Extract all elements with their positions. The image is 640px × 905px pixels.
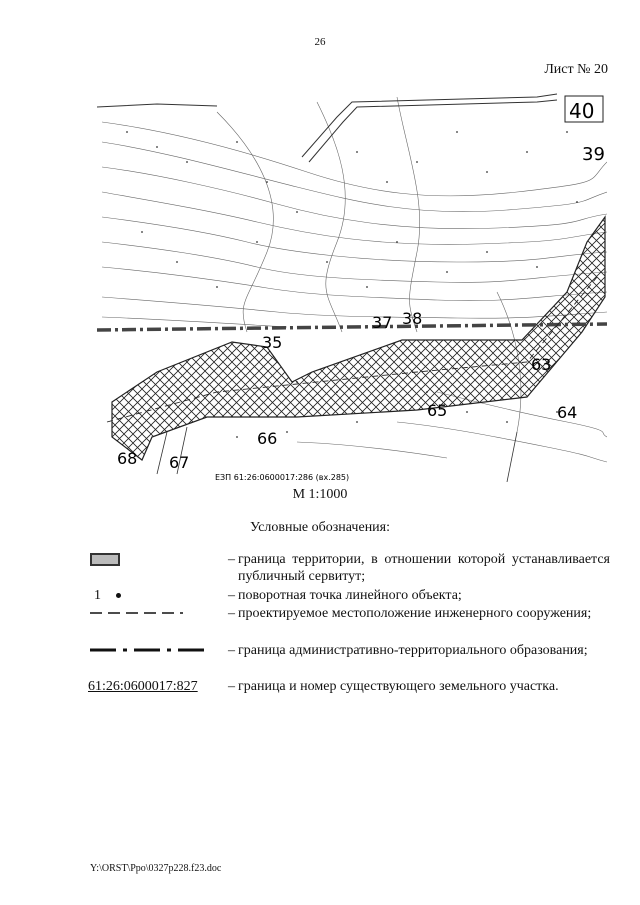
legend-dash: –	[228, 679, 235, 694]
legend-dash: –	[228, 643, 235, 658]
point-label-39: 39	[582, 144, 605, 165]
legend-title: Условные обозначения:	[249, 520, 391, 535]
point-label-66: 66	[257, 429, 278, 448]
legend-item-engineering	[88, 605, 610, 641]
point-label-64: 64	[557, 403, 578, 422]
legend-dash: –	[228, 606, 235, 621]
parcel-number: 61:26:0600017:827	[88, 679, 198, 694]
sheet-label: Лист № 20	[544, 62, 608, 77]
legend-item-admin	[88, 642, 610, 678]
legend-item-servitude	[88, 551, 610, 587]
scale-label: М 1:1000	[292, 487, 348, 502]
legend-text: граница территории, в отношении которой устанавливается публичный сервитут;	[238, 552, 610, 584]
survey-map	[97, 92, 607, 482]
grey-boundary-swatch-icon	[88, 551, 213, 568]
point-marker-number: 1	[94, 588, 101, 603]
point-label-67: 67	[169, 453, 190, 472]
point-label-68: 68	[117, 449, 138, 468]
point-label-40: 40	[569, 99, 595, 123]
point-label-63: 63	[531, 355, 552, 374]
legend-text: поворотная точка линейного объекта;	[238, 588, 462, 603]
point-label-35: 35	[262, 333, 283, 352]
point-label-37: 37	[372, 313, 393, 332]
dash-dot-line-icon	[88, 642, 213, 659]
legend-item-turning-point	[88, 587, 610, 604]
legend-text: граница административно-территориального образования;	[238, 643, 588, 658]
parcel-callout: ЕЗП 61:26:0600017:286 (вх.285)	[215, 473, 350, 482]
point-marker-icon	[88, 587, 213, 604]
legend-text: граница и номер существующего земельного участка.	[238, 679, 559, 694]
parcel-number-symbol	[88, 678, 213, 695]
dashed-line-icon	[88, 605, 213, 622]
point-label-38: 38	[402, 309, 423, 328]
point-label-65: 65	[427, 401, 448, 420]
footer-file-path: Y:\ORST\Ppo\0327p228.f23.doc	[90, 863, 222, 874]
page-number: 26	[314, 36, 326, 48]
legend-dash: –	[228, 552, 235, 567]
legend-dash: –	[228, 588, 235, 603]
legend-item-parcel	[88, 678, 610, 695]
legend-text: проектируемое местоположение инженерного сооружения;	[238, 606, 592, 621]
